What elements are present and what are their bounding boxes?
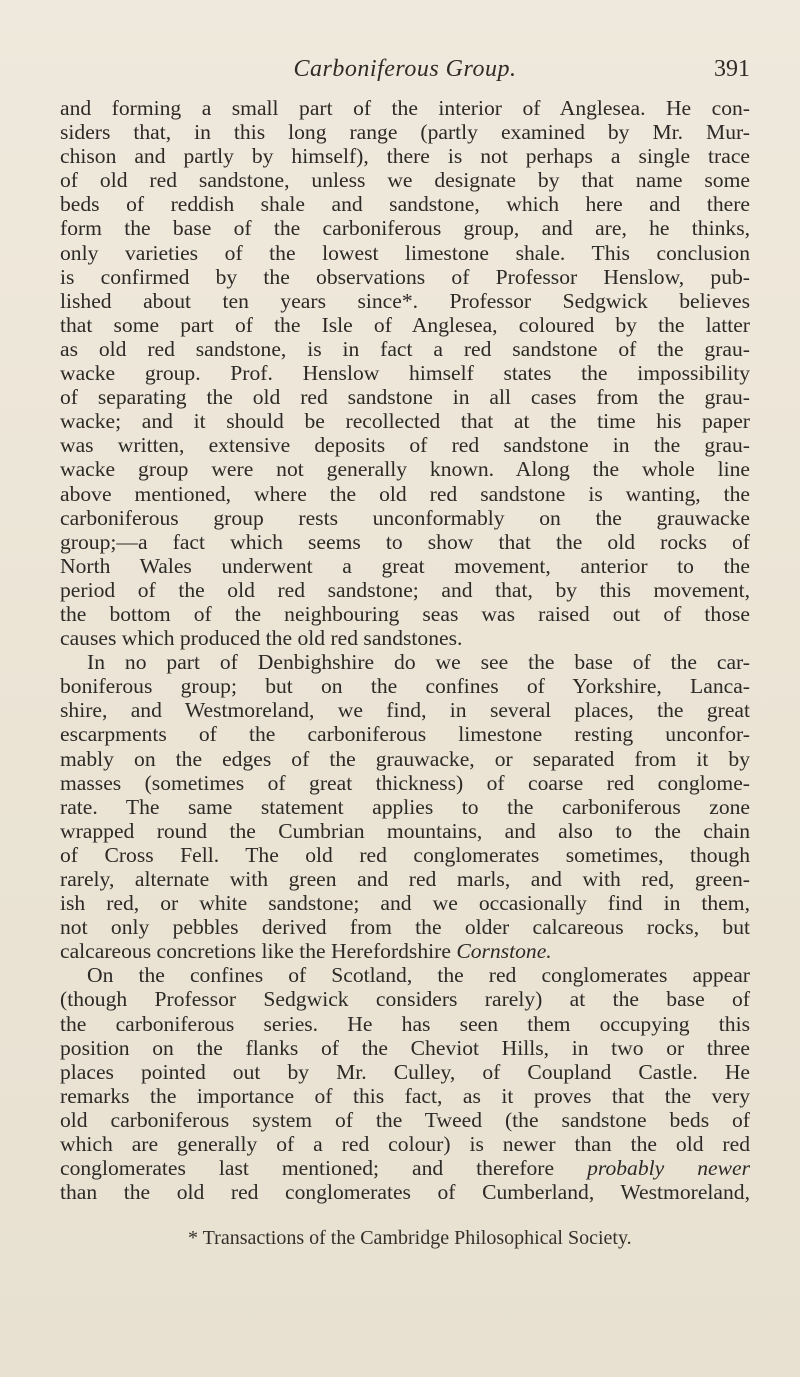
text-line: wrapped round the Cumbrian mountains, and also to the chain (60, 818, 750, 843)
text-line: is confirmed by the observations of Professor Henslow, pub- (60, 264, 750, 289)
text-line: beds of reddish shale and sandstone, which here and there (60, 192, 750, 217)
text-line: remarks the importance of this fact, as it proves that the very (60, 1083, 750, 1108)
text-line: old carboniferous system of the Tweed (the sandstone beds of (60, 1107, 750, 1132)
paragraph-2 (60, 650, 750, 963)
text-line: the carboniferous series. He has seen them occupying this (60, 1011, 750, 1036)
text-line: than the old red conglomerates of Cumberland, Westmoreland, (60, 1180, 750, 1205)
paragraph-3 (60, 963, 750, 1204)
footnote: * Transactions of the Cambridge Philosophical Society. (188, 1227, 632, 1250)
text-line: In no part of Denbighshire do we see the base of the car- (87, 650, 750, 675)
text-line: carboniferous group rests unconformably on the grauwacke (60, 505, 750, 530)
text-line: of separating the old red sandstone in all cases from the grau- (60, 385, 750, 410)
text-line: boniferous group; but on the confines of Yorkshire, Lanca- (60, 674, 750, 699)
italic-phrase: probably newer (587, 1156, 750, 1181)
italic-term: Cornstone. (456, 939, 552, 964)
text-line: rarely, alternate with green and red marls, and with red, green- (60, 867, 750, 891)
text-line: places pointed out by Mr. Culley, of Coupland Castle. He (60, 1059, 750, 1084)
text-line: siders that, in this long range (partly examined by Mr. Mur- (60, 120, 750, 145)
text-line: ish red, or white sandstone; and we occasionally find in them, (60, 891, 750, 916)
text-line: that some part of the Isle of Anglesea, coloured by the latter (60, 312, 750, 337)
text-line: causes which produced the old red sandstones. (60, 626, 463, 651)
body-text (60, 96, 750, 1204)
text-line: position on the flanks of the Cheviot Hills, in two or three (60, 1035, 750, 1060)
running-head (60, 56, 750, 90)
text-line (60, 1156, 750, 1180)
text-line: group;—a fact which seems to show that the old rocks of (60, 529, 750, 554)
text-line: masses (sometimes of great thickness) of coarse red conglome- (60, 770, 750, 795)
paragraph-1 (60, 96, 750, 650)
text-line: wacke; and it should be recollected that at the time his paper (60, 409, 750, 434)
text-line: not only pebbles derived from the older calcareous rocks, but (60, 915, 750, 940)
text-line: only varieties of the lowest limestone shale. This conclusion (60, 240, 750, 265)
text-line: escarpments of the carboniferous limestone resting unconfor- (60, 722, 750, 747)
text-line: chison and partly by himself), there is not perhaps a single trace (60, 144, 750, 169)
text-line: shire, and Westmoreland, we find, in several places, the great (60, 698, 750, 723)
text-line: which are generally of a red colour) is newer than the old red (60, 1132, 750, 1157)
text-line: above mentioned, where the old red sandstone is wanting, the (60, 481, 750, 506)
text-line: as old red sandstone, is in fact a red sandstone of the grau- (60, 336, 750, 361)
text-line: rate. The same statement applies to the carboniferous zone (60, 794, 750, 819)
text-line: was written, extensive deposits of red sandstone in the grau- (60, 433, 750, 458)
text-line: wacke group. Prof. Henslow himself states the impossibility (60, 361, 750, 386)
book-page (60, 56, 750, 1250)
text-line: of Cross Fell. The old red conglomerates sometimes, though (60, 842, 750, 867)
text-line: North Wales underwent a great movement, anterior to the (60, 553, 750, 578)
text-line: form the base of the carboniferous group, and are, he thinks, (60, 216, 750, 241)
text-line: and forming a small part of the interior of Anglesea. He con- (60, 96, 750, 120)
text-line: (though Professor Sedgwick considers rarely) at the base of (60, 987, 750, 1012)
text-span: conglomerates last mentioned; and therefore (60, 1156, 588, 1181)
running-head-title: Carboniferous Group. (293, 56, 517, 82)
text-line (60, 939, 750, 963)
text-line: the bottom of the neighbouring seas was raised out of those (60, 601, 750, 626)
text-line: wacke group were not generally known. Along the whole line (60, 457, 750, 482)
text-line: period of the old red sandstone; and that, by this movement, (60, 577, 750, 602)
text-line: On the confines of Scotland, the red conglomerates appear (87, 963, 750, 988)
text-line: of old red sandstone, unless we designate by that name some (60, 168, 750, 193)
text-line: mably on the edges of the grauwacke, or separated from it by (60, 746, 750, 771)
page-number: 391 (714, 56, 750, 82)
text-span: calcareous concretions like the Herefordshire (60, 939, 457, 964)
text-line: lished about ten years since*. Professor Sedgwick believes (60, 288, 750, 313)
